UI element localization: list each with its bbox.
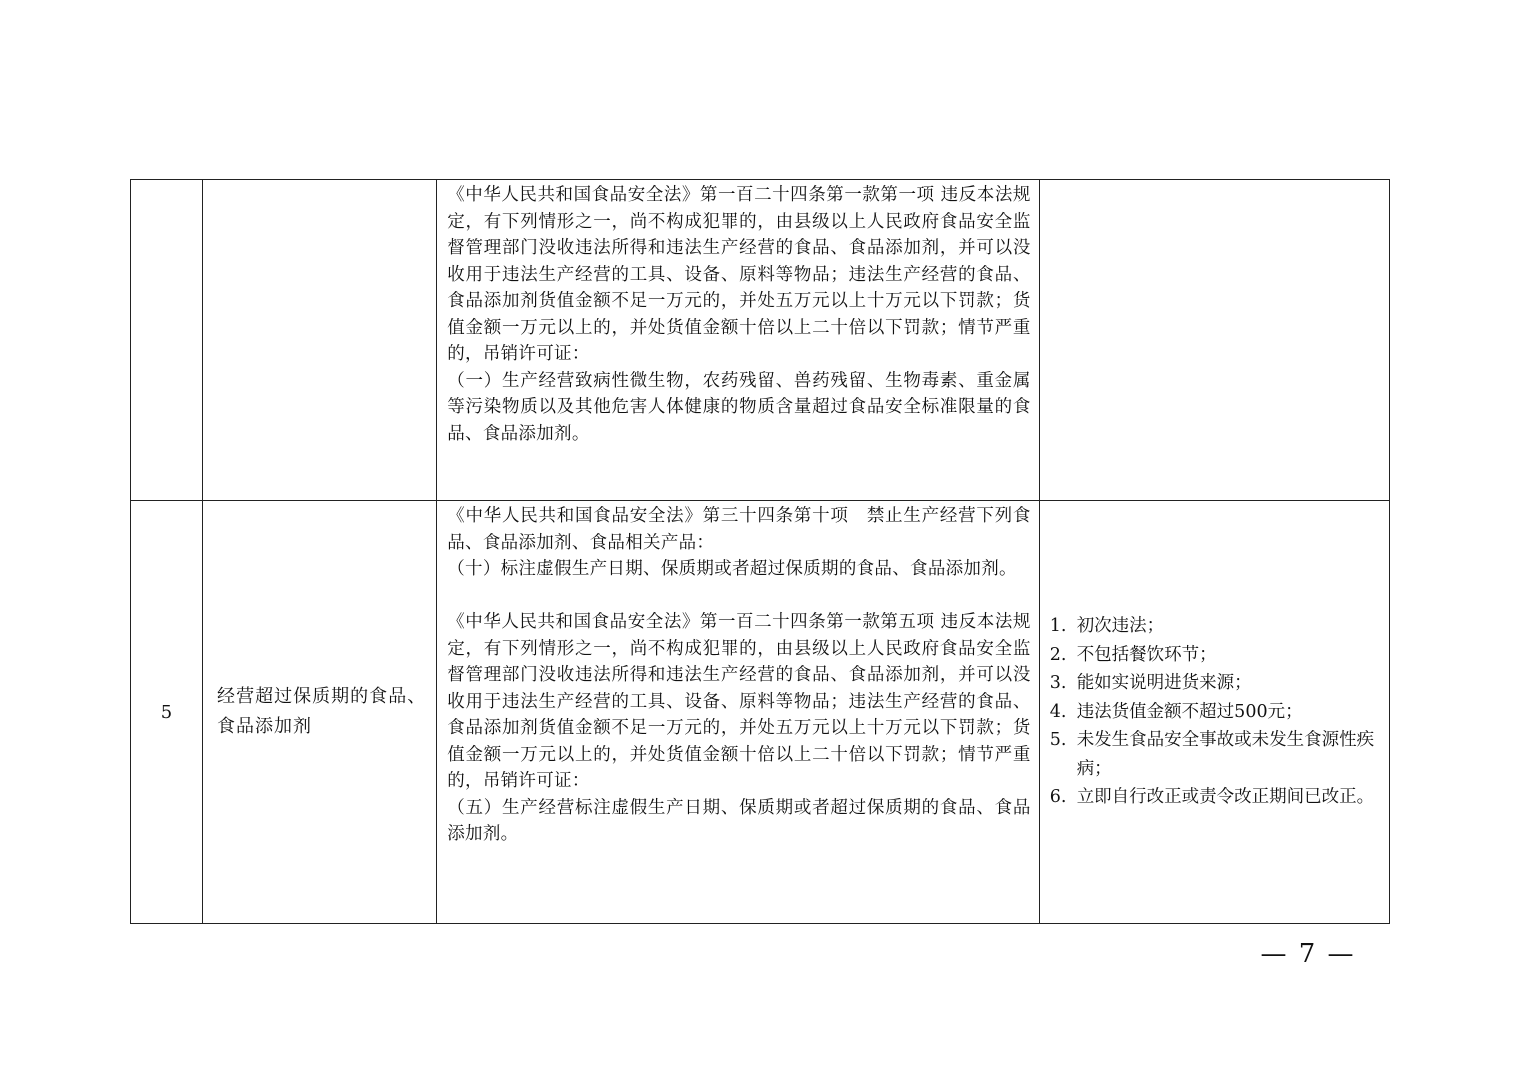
page-number: — 7 —	[1260, 939, 1356, 969]
condition-index: 4.	[1049, 701, 1067, 722]
list-item	[1050, 641, 1381, 670]
condition-index: 5.	[1049, 730, 1067, 751]
row-number: 5	[160, 701, 173, 723]
condition-index: 2.	[1049, 644, 1067, 665]
paragraph-gap	[447, 583, 1030, 610]
legal-basis-cell	[437, 180, 1039, 501]
violation-item: 经营超过保质期的食品、食品添加剂	[217, 686, 427, 737]
violation-item-cell	[203, 180, 437, 501]
list-item	[1050, 783, 1381, 812]
table-row	[131, 501, 1390, 924]
legal-basis-cell	[437, 501, 1039, 924]
condition-text: 初次违法；	[1076, 616, 1165, 637]
basis-paragraph: （五）生产经营标注虚假生产日期、保质期或者超过保质期的食品、食品添加剂。	[447, 797, 1031, 844]
basis-paragraph: （一）生产经营致病性微生物，农药残留、兽药残留、生物毒素、重金属等污染物质以及其他危害人体健康的物质含量超过食品安全标准限量的食品、食品添加剂。	[447, 370, 1031, 444]
conditions-cell	[1039, 180, 1389, 501]
violation-item-cell	[203, 501, 437, 924]
legal-basis	[437, 180, 1038, 447]
table-row	[131, 180, 1390, 501]
basis-paragraph: 《中华人民共和国食品安全法》第一百二十四条第一款第一项 违反本法规定，有下列情形之一，尚不构成犯罪的，由县级以上人民政府食品安全监督管理部门没收违法所得和违法生产经营的食品、食品添加剂，并可以没收用于违法生产经营的工具、设备、原料等物品；违法生产经营的食品、食品添加剂货值金额不足一万元的，并处五万元以上十万元以下罚款；货值金额一万元以上的，并处货值金额十倍以上二十倍以下罚款；情节严重的，吊销许可证：	[447, 185, 1031, 364]
condition-index: 3.	[1049, 673, 1067, 694]
condition-text: 能如实说明进货来源；	[1076, 673, 1252, 694]
condition-index: 6.	[1049, 787, 1067, 808]
condition-text: 未发生食品安全事故或未发生食源性疾病；	[1076, 730, 1375, 779]
list-item	[1050, 726, 1381, 783]
row-number-cell	[131, 501, 203, 924]
list-item	[1050, 669, 1381, 698]
list-item	[1050, 698, 1381, 727]
row-number-cell	[131, 180, 203, 501]
condition-text: 不包括餐饮环节；	[1076, 644, 1217, 665]
conditions-cell	[1039, 501, 1389, 924]
regulation-table	[130, 179, 1390, 924]
condition-text: 立即自行改正或责令改正期间已改正。	[1076, 787, 1375, 808]
condition-text: 违法货值金额不超过500元；	[1076, 701, 1303, 722]
list-item	[1050, 612, 1381, 641]
basis-paragraph: 《中华人民共和国食品安全法》第一百二十四条第一款第五项 违反本法规定，有下列情形之一，尚不构成犯罪的，由县级以上人民政府食品安全监督管理部门没收违法所得和违法生产经营的食品、食品添加剂，并可以没收用于违法生产经营的工具、设备、原料等物品；违法生产经营的食品、食品添加剂货值金额不足一万元的，并处五万元以上十万元以下罚款；货值金额一万元以上的，并处货值金额十倍以上二十倍以下罚款；情节严重的，吊销许可证：	[447, 612, 1031, 791]
basis-paragraph: 《中华人民共和国食品安全法》第三十四条第十项 禁止生产经营下列食品、食品添加剂、食品相关产品：	[447, 506, 1031, 553]
legal-basis	[437, 501, 1038, 848]
conditions-list	[1040, 612, 1389, 812]
condition-index: 1.	[1049, 616, 1067, 637]
basis-paragraph: （十）标注虚假生产日期、保质期或者超过保质期的食品、食品添加剂。	[447, 559, 1017, 579]
